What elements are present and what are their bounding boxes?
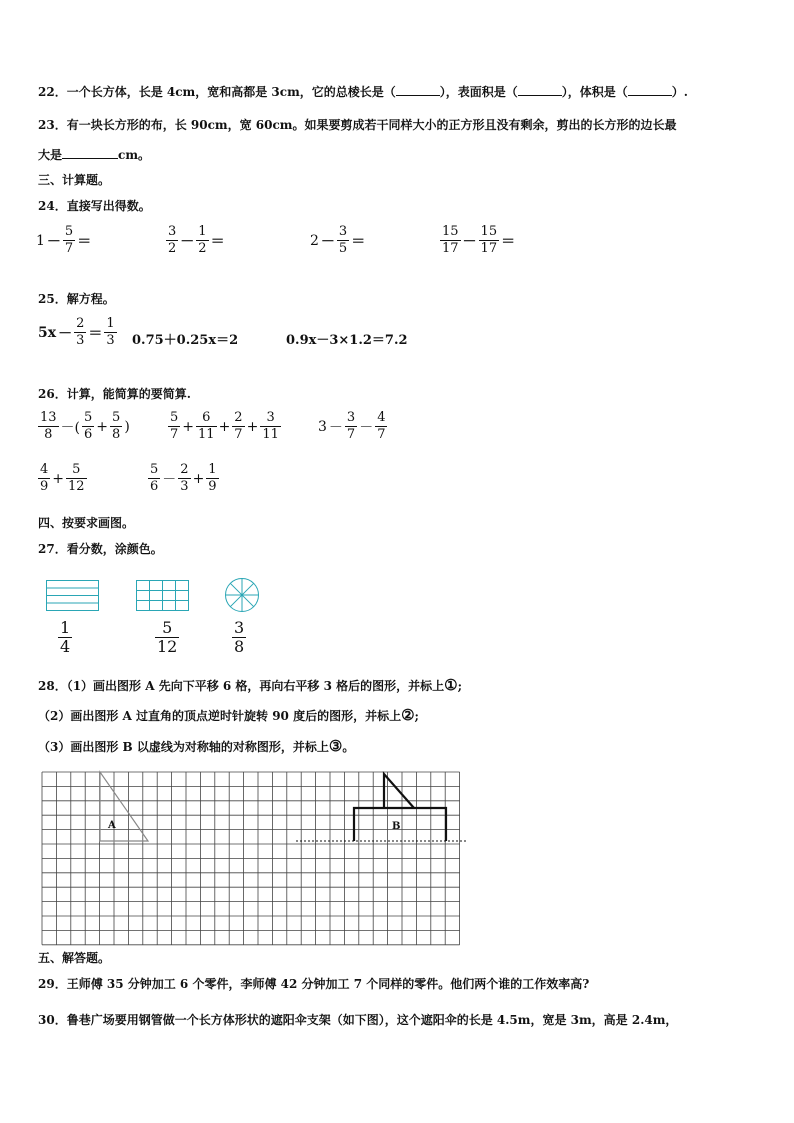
q28-line-1: 28．（1）画出图形 A 先向下平移 6 格，再向右平移 3 格后的图形，并标上①;	[38, 676, 463, 694]
figure-a-label: A	[108, 820, 116, 831]
q28-line-3: （3）画出图形 B 以虚线为对称轴的对称图形，并标上③。	[38, 737, 355, 755]
section-3-heading: 三、计算题。	[38, 173, 111, 187]
q27-fraction-2: $\frac{5}{12}$	[157, 618, 178, 656]
fraction: $\frac{5}{7}$	[64, 224, 74, 256]
fraction: $\frac{1}{2}$	[198, 224, 207, 256]
fraction: $\frac{15}{17}$	[442, 224, 459, 256]
q22-blank-area[interactable]	[518, 95, 562, 96]
mark-3: ③	[328, 737, 343, 755]
q26-title: 26．计算，能简算的要简算.	[38, 387, 191, 401]
q25-eq-2: 0.75＋0.25x＝2	[132, 333, 239, 348]
q26-expr-3: 3 － $\frac{3}{7}$ － $\frac{4}{7}$	[318, 410, 386, 442]
section-4-heading: 四、按要求画图。	[38, 516, 135, 530]
q22-mid2: ），体积是（	[561, 85, 628, 99]
fraction: $\frac{13}{8}$	[40, 410, 57, 442]
fraction: $\frac{2}{3}$	[76, 316, 85, 348]
q24-expr-1: 1 － $\frac{5}{7}$ ＝	[36, 224, 92, 256]
fraction: $\frac{1}{3}$	[106, 316, 115, 348]
figure-b-triangle	[384, 774, 414, 808]
fraction: $\frac{3}{5}$	[338, 224, 348, 256]
q22-mid1: ），表面积是（	[439, 85, 518, 99]
fraction: $\frac{3}{11}$	[262, 410, 279, 442]
q27-fraction-3: $\frac{3}{8}$	[234, 618, 245, 656]
q25-title: 25．解方程。	[38, 292, 115, 306]
q23-line2	[38, 147, 150, 163]
q22-blank-edge[interactable]	[396, 95, 440, 96]
q27-rect-12-cells[interactable]	[136, 580, 190, 612]
q27-rect-4-strips[interactable]	[46, 580, 100, 612]
q24-expr-4: $\frac{15}{17}$ － $\frac{15}{17}$ ＝	[442, 224, 516, 256]
fraction: $\frac{5}{8}$	[112, 410, 121, 442]
q25-eq-1: 5x － $\frac{2}{3}$ ＝ $\frac{1}{3}$	[38, 316, 115, 348]
q27-circle-8-sectors[interactable]	[224, 577, 260, 613]
question-22	[38, 84, 688, 100]
fraction: $\frac{1}{9}$	[208, 462, 217, 494]
q26-expr-2: $\frac{5}{7}$ + $\frac{6}{11}$ + $\frac{2}{7}$ + $\frac{3}{11}$	[170, 410, 279, 442]
fraction: $\frac{2}{3}$	[180, 462, 189, 494]
q27-title: 27．看分数，涂颜色。	[38, 542, 163, 556]
fraction: $\frac{5}{6}$	[150, 462, 159, 494]
fraction: $\frac{15}{17}$	[480, 224, 498, 256]
q26-expr-4: $\frac{4}{9}$ + $\frac{5}{12}$	[40, 462, 85, 494]
q24-e1-a: 1	[36, 232, 45, 249]
q22-blank-volume[interactable]	[628, 95, 672, 96]
q22-suffix: ）.	[671, 85, 688, 99]
q24-expr-2: $\frac{3}{2}$ － $\frac{1}{2}$ ＝	[168, 224, 225, 256]
q23-line2-suffix: cm。	[118, 148, 151, 162]
fraction: $\frac{2}{7}$	[234, 410, 243, 442]
q26-expr-1: $\frac{13}{8}$ －( $\frac{5}{6}$ + $\frac{5}{8}$ )	[40, 410, 130, 442]
mark-2: ②	[401, 706, 415, 724]
figure-b-label: B	[392, 821, 401, 832]
q28-grid[interactable]	[38, 768, 468, 948]
q27-fraction-1: $\frac{1}{4}$	[60, 618, 71, 656]
q25-eq-3: 0.9x－3×1.2＝7.2	[286, 333, 408, 348]
fraction: $\frac{6}{11}$	[198, 410, 215, 442]
q23-blank[interactable]	[62, 158, 118, 159]
fraction: $\frac{3}{7}$	[346, 410, 356, 442]
section-5-heading: 五、解答题。	[38, 951, 111, 965]
q26-expr-5: $\frac{5}{6}$ － $\frac{2}{3}$ + $\frac{1}{9}$	[150, 462, 217, 494]
q23-line1: 23．有一块长方形的布，长 90cm，宽 60cm。如果要剪成若干同样大小的正方形且没有剩余，剪出的长方形的边长最	[38, 118, 677, 132]
mark-1: ①	[444, 676, 458, 694]
q23-line2-prefix: 大是	[38, 148, 63, 162]
question-30: 30．鲁巷广场要用钢管做一个长方体形状的遮阳伞支架（如下图），这个遮阳伞的长是 4.5m，宽是 3m，高是 2.4m，	[38, 1013, 678, 1027]
q28-line-2: （2）画出图形 A 过直角的顶点逆时针旋转 90 度后的图形，并标上②;	[38, 706, 419, 724]
q24-expr-3: 2 － $\frac{3}{5}$ ＝	[310, 224, 366, 256]
fraction: $\frac{4}{7}$	[377, 410, 386, 442]
fraction: $\frac{4}{9}$	[40, 462, 49, 494]
fraction: $\frac{3}{2}$	[168, 224, 177, 256]
q22-prefix: 22．一个长方体，长是 4cm，宽和高都是 3cm，它的总棱长是（	[38, 85, 396, 99]
question-29: 29．王师傅 35 分钟加工 6 个零件，李师傅 42 分钟加工 7 个同样的零件。他们两个谁的工作效率高?	[38, 977, 590, 991]
q24-title: 24．直接写出得数。	[38, 199, 151, 213]
fraction: $\frac{5}{6}$	[84, 410, 93, 442]
fraction: $\frac{5}{12}$	[68, 462, 85, 494]
fraction: $\frac{5}{7}$	[170, 410, 179, 442]
